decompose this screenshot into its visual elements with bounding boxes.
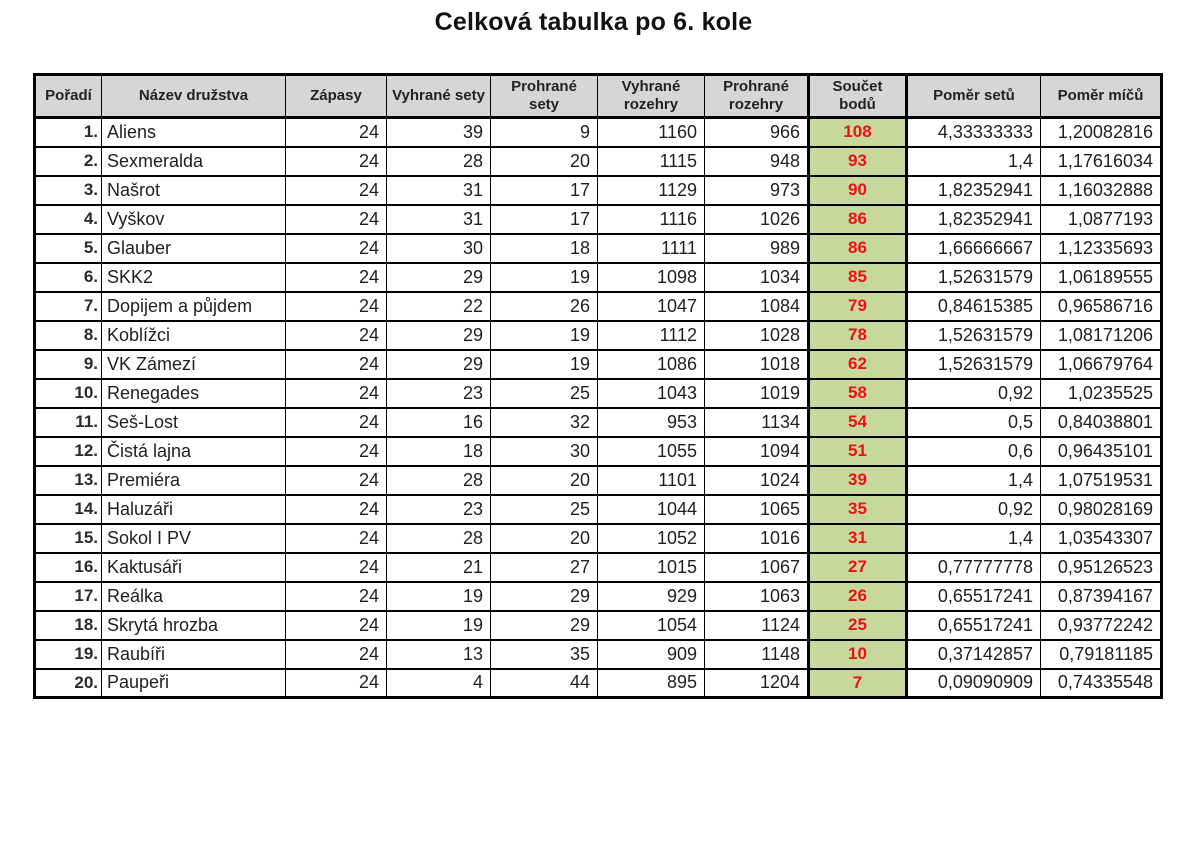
cell-name: Renegades [102,379,286,408]
cell-ball_ratio: 1,03543307 [1041,524,1162,553]
col-header-points: Součet bodů [809,75,907,118]
cell-rallies_won: 1116 [598,205,705,234]
cell-rallies_lost: 1067 [705,553,809,582]
cell-sets_won: 29 [387,321,491,350]
cell-name: Aliens [102,118,286,147]
cell-set_ratio: 1,52631579 [907,263,1041,292]
cell-rallies_lost: 1034 [705,263,809,292]
cell-sets_lost: 20 [491,466,598,495]
col-header-rallies-lost: Prohrané rozehry [705,75,809,118]
cell-points: 27 [809,553,907,582]
cell-rallies_won: 895 [598,669,705,698]
cell-rank: 11. [35,408,102,437]
cell-rallies_won: 1111 [598,234,705,263]
table-row [35,466,1162,495]
cell-sets_won: 21 [387,553,491,582]
cell-sets_lost: 20 [491,524,598,553]
cell-set_ratio: 1,4 [907,147,1041,176]
header-row [35,75,1162,118]
cell-rallies_lost: 1148 [705,640,809,669]
cell-matches: 24 [286,466,387,495]
cell-rallies_won: 953 [598,408,705,437]
cell-ball_ratio: 0,95126523 [1041,553,1162,582]
cell-matches: 24 [286,176,387,205]
cell-rank: 7. [35,292,102,321]
cell-name: Reálka [102,582,286,611]
cell-sets_lost: 32 [491,408,598,437]
table-row [35,582,1162,611]
cell-sets_lost: 25 [491,495,598,524]
cell-ball_ratio: 0,84038801 [1041,408,1162,437]
cell-rallies_won: 1098 [598,263,705,292]
cell-matches: 24 [286,437,387,466]
cell-sets_lost: 20 [491,147,598,176]
col-header-team-name: Název družstva [102,75,286,118]
cell-set_ratio: 0,77777778 [907,553,1041,582]
col-header-set-ratio: Poměr setů [907,75,1041,118]
cell-ball_ratio: 1,0235525 [1041,379,1162,408]
cell-name: Glauber [102,234,286,263]
cell-ball_ratio: 1,0877193 [1041,205,1162,234]
cell-ball_ratio: 1,20082816 [1041,118,1162,147]
col-header-matches: Zápasy [286,75,387,118]
cell-set_ratio: 1,52631579 [907,350,1041,379]
cell-sets_lost: 29 [491,582,598,611]
cell-name: VK Zámezí [102,350,286,379]
page-title: Celková tabulka po 6. kole [434,8,753,36]
cell-rank: 1. [35,118,102,147]
cell-points: 90 [809,176,907,205]
cell-sets_won: 28 [387,524,491,553]
col-header-sets-lost: Prohrané sety [491,75,598,118]
cell-sets_lost: 27 [491,553,598,582]
cell-rank: 13. [35,466,102,495]
cell-sets_won: 31 [387,205,491,234]
cell-name: Raubíři [102,640,286,669]
cell-matches: 24 [286,118,387,147]
cell-matches: 24 [286,669,387,698]
cell-rallies_lost: 1016 [705,524,809,553]
cell-matches: 24 [286,321,387,350]
cell-points: 108 [809,118,907,147]
cell-sets_lost: 35 [491,640,598,669]
cell-set_ratio: 1,82352941 [907,176,1041,205]
cell-ball_ratio: 0,93772242 [1041,611,1162,640]
cell-matches: 24 [286,350,387,379]
cell-name: Koblížci [102,321,286,350]
cell-rallies_won: 1101 [598,466,705,495]
cell-sets_won: 19 [387,611,491,640]
cell-points: 7 [809,669,907,698]
cell-matches: 24 [286,495,387,524]
cell-points: 35 [809,495,907,524]
cell-points: 54 [809,408,907,437]
cell-matches: 24 [286,234,387,263]
cell-set_ratio: 4,33333333 [907,118,1041,147]
cell-set_ratio: 0,37142857 [907,640,1041,669]
cell-sets_lost: 17 [491,205,598,234]
cell-points: 39 [809,466,907,495]
cell-rank: 4. [35,205,102,234]
cell-rallies_lost: 1204 [705,669,809,698]
cell-rank: 17. [35,582,102,611]
cell-name: Kaktusáři [102,553,286,582]
cell-rallies_lost: 1019 [705,379,809,408]
cell-rallies_lost: 1065 [705,495,809,524]
cell-rallies_won: 1055 [598,437,705,466]
cell-ball_ratio: 1,07519531 [1041,466,1162,495]
cell-rank: 5. [35,234,102,263]
cell-sets_won: 4 [387,669,491,698]
cell-rallies_lost: 1124 [705,611,809,640]
cell-rallies_won: 1086 [598,350,705,379]
cell-matches: 24 [286,582,387,611]
cell-rallies_lost: 973 [705,176,809,205]
cell-rank: 6. [35,263,102,292]
cell-rank: 18. [35,611,102,640]
cell-name: Paupeři [102,669,286,698]
cell-rallies_lost: 1063 [705,582,809,611]
cell-rallies_lost: 1024 [705,466,809,495]
cell-sets_lost: 30 [491,437,598,466]
cell-ball_ratio: 1,06189555 [1041,263,1162,292]
standings-table [33,73,1163,699]
cell-ball_ratio: 0,96435101 [1041,437,1162,466]
cell-rallies_lost: 1134 [705,408,809,437]
cell-sets_lost: 19 [491,263,598,292]
cell-rank: 19. [35,640,102,669]
cell-rallies_won: 1043 [598,379,705,408]
cell-rank: 10. [35,379,102,408]
cell-name: Haluzáři [102,495,286,524]
col-header-sets-won: Vyhrané sety [387,75,491,118]
cell-rallies_lost: 989 [705,234,809,263]
cell-sets_lost: 29 [491,611,598,640]
cell-sets_won: 19 [387,582,491,611]
table-row [35,205,1162,234]
cell-rallies_lost: 1094 [705,437,809,466]
cell-rallies_won: 1129 [598,176,705,205]
cell-sets_lost: 9 [491,118,598,147]
table-row [35,524,1162,553]
cell-set_ratio: 1,52631579 [907,321,1041,350]
cell-rallies_won: 1015 [598,553,705,582]
cell-rank: 14. [35,495,102,524]
cell-name: Dopijem a půjdem [102,292,286,321]
cell-rallies_won: 1054 [598,611,705,640]
cell-matches: 24 [286,263,387,292]
cell-sets_lost: 25 [491,379,598,408]
table-row [35,553,1162,582]
cell-rank: 3. [35,176,102,205]
cell-sets_lost: 19 [491,321,598,350]
cell-ball_ratio: 1,12335693 [1041,234,1162,263]
cell-name: Premiéra [102,466,286,495]
cell-ball_ratio: 0,79181185 [1041,640,1162,669]
cell-matches: 24 [286,379,387,408]
cell-sets_won: 29 [387,350,491,379]
cell-rallies_lost: 1026 [705,205,809,234]
cell-set_ratio: 0,92 [907,495,1041,524]
cell-matches: 24 [286,524,387,553]
cell-ball_ratio: 0,74335548 [1041,669,1162,698]
cell-points: 79 [809,292,907,321]
cell-rallies_lost: 966 [705,118,809,147]
cell-points: 86 [809,234,907,263]
cell-set_ratio: 0,92 [907,379,1041,408]
cell-sets_won: 39 [387,118,491,147]
cell-rallies_won: 1052 [598,524,705,553]
cell-rank: 8. [35,321,102,350]
cell-rallies_won: 929 [598,582,705,611]
cell-sets_won: 28 [387,466,491,495]
cell-sets_lost: 26 [491,292,598,321]
table-row [35,147,1162,176]
cell-ball_ratio: 0,98028169 [1041,495,1162,524]
cell-sets_won: 23 [387,495,491,524]
cell-points: 62 [809,350,907,379]
cell-rallies_won: 1047 [598,292,705,321]
table-row [35,669,1162,698]
cell-sets_won: 29 [387,263,491,292]
cell-rank: 16. [35,553,102,582]
cell-set_ratio: 0,6 [907,437,1041,466]
cell-name: Sexmeralda [102,147,286,176]
cell-rallies_lost: 948 [705,147,809,176]
col-header-rallies-won: Vyhrané rozehry [598,75,705,118]
cell-name: Skrytá hrozba [102,611,286,640]
cell-rank: 12. [35,437,102,466]
cell-name: SKK2 [102,263,286,292]
cell-points: 51 [809,437,907,466]
cell-ball_ratio: 1,06679764 [1041,350,1162,379]
cell-points: 25 [809,611,907,640]
cell-sets_lost: 44 [491,669,598,698]
cell-sets_won: 16 [387,408,491,437]
cell-points: 26 [809,582,907,611]
cell-sets_won: 30 [387,234,491,263]
cell-set_ratio: 1,66666667 [907,234,1041,263]
table-row [35,234,1162,263]
table-row [35,321,1162,350]
cell-rallies_lost: 1084 [705,292,809,321]
cell-set_ratio: 0,84615385 [907,292,1041,321]
cell-set_ratio: 1,4 [907,466,1041,495]
cell-set_ratio: 0,09090909 [907,669,1041,698]
cell-points: 10 [809,640,907,669]
table-row [35,495,1162,524]
cell-matches: 24 [286,147,387,176]
cell-points: 78 [809,321,907,350]
cell-rank: 9. [35,350,102,379]
cell-points: 58 [809,379,907,408]
cell-set_ratio: 0,5 [907,408,1041,437]
col-header-rank: Pořadí [35,75,102,118]
cell-matches: 24 [286,611,387,640]
table-row [35,292,1162,321]
cell-name: Našrot [102,176,286,205]
cell-set_ratio: 1,4 [907,524,1041,553]
cell-name: Vyškov [102,205,286,234]
standings-body [35,118,1162,698]
cell-matches: 24 [286,205,387,234]
cell-points: 85 [809,263,907,292]
cell-sets_won: 13 [387,640,491,669]
cell-name: Seš-Lost [102,408,286,437]
cell-rallies_won: 1044 [598,495,705,524]
table-row [35,350,1162,379]
cell-points: 93 [809,147,907,176]
cell-matches: 24 [286,640,387,669]
cell-ball_ratio: 0,96586716 [1041,292,1162,321]
cell-name: Čistá lajna [102,437,286,466]
table-row [35,118,1162,147]
cell-rallies_won: 1160 [598,118,705,147]
cell-sets_won: 23 [387,379,491,408]
cell-ball_ratio: 1,17616034 [1041,147,1162,176]
table-row [35,379,1162,408]
cell-rank: 2. [35,147,102,176]
cell-rallies_won: 1115 [598,147,705,176]
table-header [35,75,1162,118]
cell-points: 86 [809,205,907,234]
cell-rallies_lost: 1028 [705,321,809,350]
cell-set_ratio: 1,82352941 [907,205,1041,234]
cell-sets_won: 18 [387,437,491,466]
cell-name: Sokol I PV [102,524,286,553]
cell-rank: 20. [35,669,102,698]
cell-sets_lost: 18 [491,234,598,263]
cell-rallies_won: 1112 [598,321,705,350]
cell-set_ratio: 0,65517241 [907,611,1041,640]
cell-set_ratio: 0,65517241 [907,582,1041,611]
table-row [35,611,1162,640]
cell-rallies_won: 909 [598,640,705,669]
cell-ball_ratio: 1,08171206 [1041,321,1162,350]
cell-points: 31 [809,524,907,553]
table-row [35,437,1162,466]
table-row [35,176,1162,205]
cell-sets_won: 31 [387,176,491,205]
cell-ball_ratio: 1,16032888 [1041,176,1162,205]
cell-sets_won: 22 [387,292,491,321]
cell-matches: 24 [286,292,387,321]
table-row [35,640,1162,669]
cell-matches: 24 [286,553,387,582]
cell-matches: 24 [286,408,387,437]
cell-ball_ratio: 0,87394167 [1041,582,1162,611]
cell-rallies_lost: 1018 [705,350,809,379]
table-row [35,263,1162,292]
cell-rank: 15. [35,524,102,553]
cell-sets_lost: 17 [491,176,598,205]
table-row [35,408,1162,437]
cell-sets_lost: 19 [491,350,598,379]
col-header-ball-ratio: Poměr míčů [1041,75,1162,118]
cell-sets_won: 28 [387,147,491,176]
